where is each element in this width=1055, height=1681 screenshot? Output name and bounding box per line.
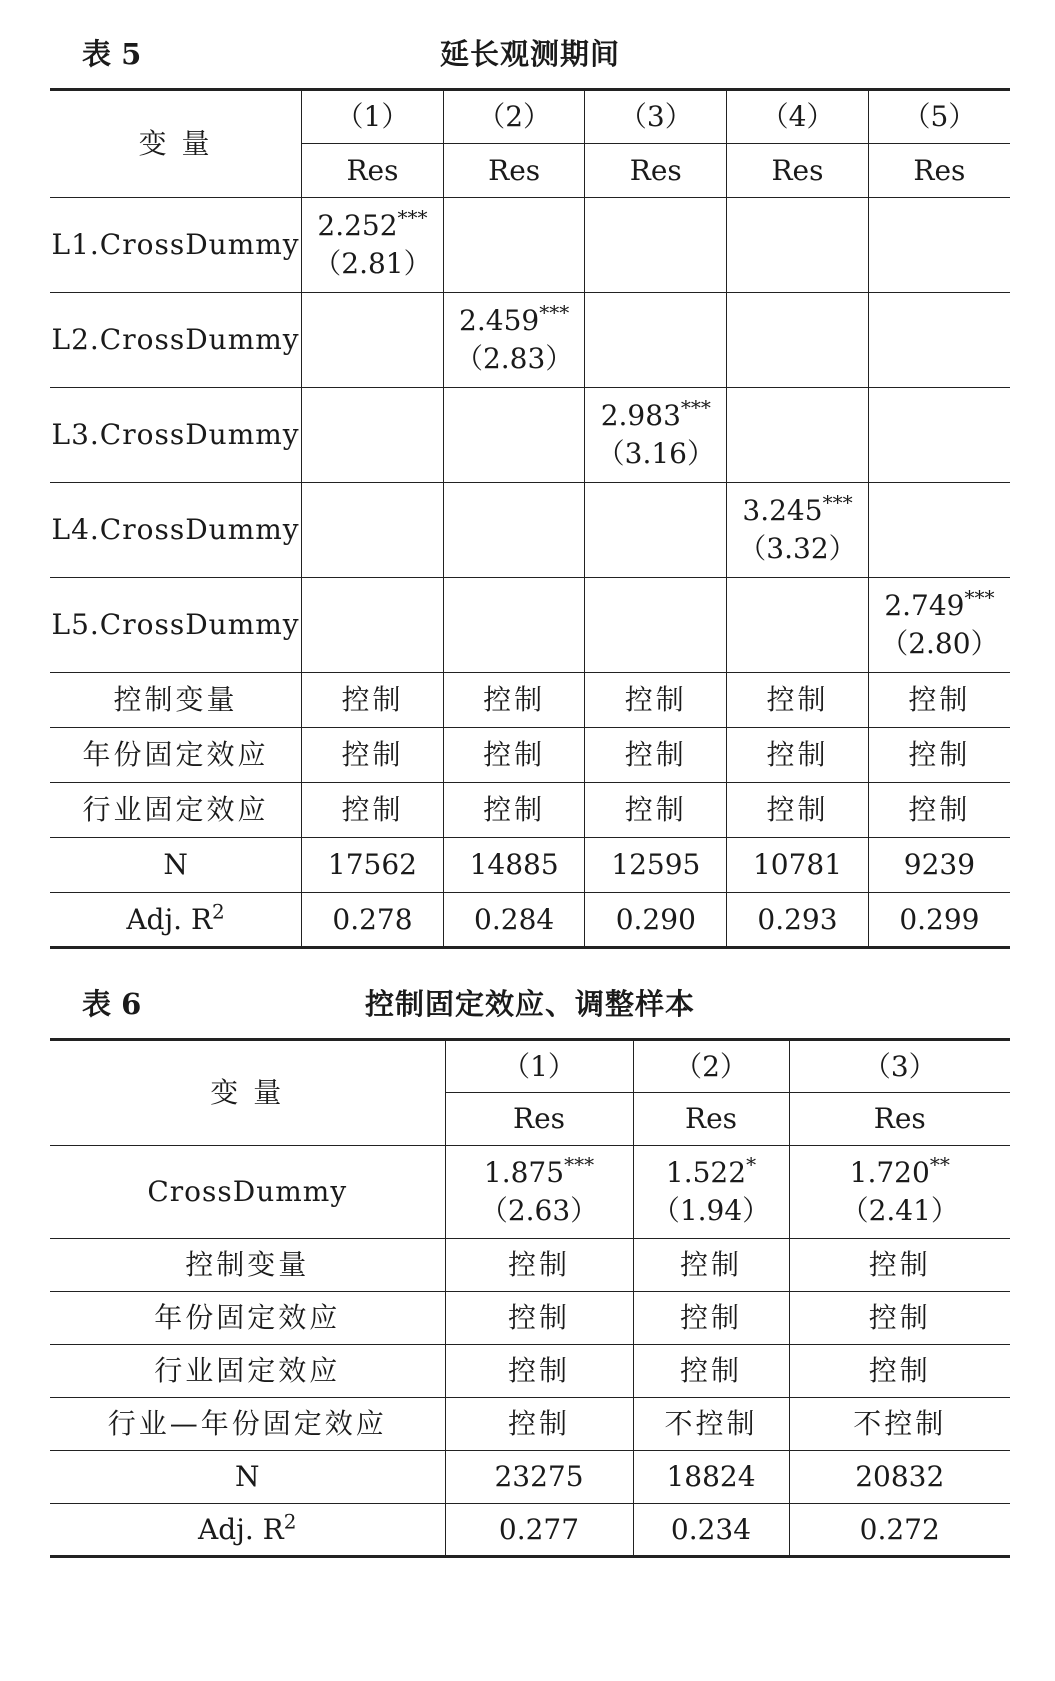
row-label: L5.CrossDummy (50, 578, 302, 673)
table-row (50, 1345, 1010, 1398)
table-row (50, 1292, 1010, 1345)
table-cell: 0.272 (789, 1504, 1010, 1557)
table-cell: 控制 (585, 673, 727, 728)
table5-col-number: （1） (302, 90, 444, 144)
table5-number: 表 5 (82, 37, 142, 71)
coef-cell (633, 1146, 789, 1239)
row-label: L1.CrossDummy (50, 198, 302, 293)
coef-cell (443, 293, 585, 388)
r2-superscript: 2 (283, 1509, 297, 1534)
table-row (50, 1451, 1010, 1504)
table-cell: 0.278 (302, 893, 444, 948)
coef-value: 2.749 (884, 589, 965, 623)
r2-label: Adj. R (198, 1512, 284, 1546)
significance-stars: *** (564, 1152, 595, 1177)
significance-stars: * (746, 1152, 757, 1177)
table-cell: 14885 (443, 838, 585, 893)
coef-value: 1.875 (483, 1156, 565, 1190)
r2-superscript: 2 (212, 899, 225, 924)
t-stat: （3.16） (596, 437, 715, 470)
t-stat: （1.94） (651, 1194, 771, 1227)
table5-caption (50, 28, 1010, 88)
row-label: L4.CrossDummy (50, 483, 302, 578)
table-row (50, 1239, 1010, 1292)
table-row (50, 578, 1010, 673)
table-cell: 控制 (585, 728, 727, 783)
table-cell: 控制 (302, 673, 444, 728)
table-row (50, 198, 1010, 293)
table-cell: 控制 (445, 1292, 633, 1345)
empty-cell (302, 293, 444, 388)
table-cell: 控制 (443, 728, 585, 783)
table6-dep-var: Res (633, 1093, 789, 1146)
coef-cell (302, 198, 444, 293)
table-cell: 控制 (727, 783, 869, 838)
table5 (50, 88, 1010, 949)
empty-cell (443, 388, 585, 483)
table-row (50, 1398, 1010, 1451)
table-row (50, 838, 1010, 893)
table5-col-number: （3） (585, 90, 727, 144)
table-cell: 控制 (445, 1398, 633, 1451)
table-cell: 控制 (445, 1239, 633, 1292)
table-cell: 控制 (302, 783, 444, 838)
empty-cell (302, 483, 444, 578)
table5-title: 延长观测期间 (439, 37, 620, 71)
table-row (50, 893, 1010, 948)
row-label: L3.CrossDummy (50, 388, 302, 483)
table6-dep-var: Res (789, 1093, 1010, 1146)
table-cell: 控制 (633, 1239, 789, 1292)
empty-cell (868, 198, 1010, 293)
table-cell: 控制 (633, 1345, 789, 1398)
table-cell: 0.277 (445, 1504, 633, 1557)
table-cell: 0.293 (727, 893, 869, 948)
table-row (50, 673, 1010, 728)
table-cell: 0.299 (868, 893, 1010, 948)
table-row (50, 483, 1010, 578)
table6-dep-var: Res (445, 1093, 633, 1146)
row-label: CrossDummy (50, 1146, 445, 1239)
empty-cell (443, 578, 585, 673)
r2-label: Adj. R (126, 902, 213, 936)
table-cell: 控制 (789, 1292, 1010, 1345)
coef-value: 3.245 (742, 494, 823, 528)
table5-col-number: （5） (868, 90, 1010, 144)
t-stat: （2.63） (479, 1194, 599, 1227)
row-label: N (50, 838, 302, 893)
table-cell: 控制 (727, 728, 869, 783)
table-cell: 控制 (445, 1345, 633, 1398)
empty-cell (727, 198, 869, 293)
table-cell: 控制 (443, 783, 585, 838)
empty-cell (443, 198, 585, 293)
row-label: N (50, 1451, 445, 1504)
significance-stars: *** (680, 395, 711, 420)
coef-value: 2.459 (459, 304, 540, 338)
row-label: 行业固定效应 (50, 1345, 445, 1398)
significance-stars: *** (397, 205, 428, 230)
table-cell: 不控制 (633, 1398, 789, 1451)
table-cell: 12595 (585, 838, 727, 893)
table6-caption (50, 978, 1010, 1038)
table6-number: 表 6 (82, 987, 142, 1021)
table-row (50, 1504, 1010, 1557)
table-cell: 控制 (789, 1239, 1010, 1292)
row-label: 年份固定效应 (50, 728, 302, 783)
table-cell: 控制 (443, 673, 585, 728)
table-cell: 18824 (633, 1451, 789, 1504)
coef-value: 1.720 (849, 1156, 930, 1190)
table-row (50, 728, 1010, 783)
table-cell: 控制 (789, 1345, 1010, 1398)
empty-cell (727, 293, 869, 388)
table6-col-number: （2） (633, 1040, 789, 1093)
empty-cell (868, 388, 1010, 483)
table-cell: 20832 (789, 1451, 1010, 1504)
table-cell: 10781 (727, 838, 869, 893)
table6-col-number: （1） (445, 1040, 633, 1093)
empty-cell (585, 483, 727, 578)
significance-stars: ** (929, 1152, 950, 1177)
row-label: L2.CrossDummy (50, 293, 302, 388)
row-label: 年份固定效应 (50, 1292, 445, 1345)
t-stat: （2.83） (454, 342, 574, 375)
row-label: 行业—年份固定效应 (50, 1398, 445, 1451)
table5-dep-var: Res (302, 144, 444, 198)
table-cell: 23275 (445, 1451, 633, 1504)
coef-value: 1.522 (665, 1156, 747, 1190)
table5-col-number: （2） (443, 90, 585, 144)
empty-cell (585, 578, 727, 673)
table5-dep-var: Res (727, 144, 869, 198)
t-stat: （3.32） (738, 532, 857, 565)
table-cell: 控制 (302, 728, 444, 783)
significance-stars: *** (539, 300, 570, 325)
coef-cell (868, 578, 1010, 673)
table-row (50, 388, 1010, 483)
table6-var-header: 变 量 (50, 1040, 445, 1146)
table-row (50, 783, 1010, 838)
table5-dep-var: Res (868, 144, 1010, 198)
row-label: 控制变量 (50, 673, 302, 728)
table-cell: 不控制 (789, 1398, 1010, 1451)
coef-value: 2.252 (317, 209, 398, 243)
table-cell: 17562 (302, 838, 444, 893)
coef-cell (789, 1146, 1010, 1239)
table-cell: 控制 (633, 1292, 789, 1345)
table-cell: 控制 (727, 673, 869, 728)
table-row (50, 1146, 1010, 1239)
empty-cell (302, 578, 444, 673)
table5-var-header: 变 量 (50, 90, 302, 198)
empty-cell (585, 198, 727, 293)
table-cell: 9239 (868, 838, 1010, 893)
coef-value: 2.983 (600, 399, 681, 433)
table6-block (50, 978, 1010, 1558)
t-stat: （2.81） (313, 247, 432, 280)
significance-stars: *** (964, 585, 995, 610)
coef-cell (585, 388, 727, 483)
t-stat: （2.80） (880, 627, 999, 660)
table6-header-row (50, 1040, 1010, 1093)
table-row (50, 293, 1010, 388)
row-label: 行业固定效应 (50, 783, 302, 838)
empty-cell (302, 388, 444, 483)
table-cell: 控制 (868, 783, 1010, 838)
coef-cell (445, 1146, 633, 1239)
empty-cell (868, 483, 1010, 578)
empty-cell (443, 483, 585, 578)
table-cell: 0.284 (443, 893, 585, 948)
table5-dep-var: Res (585, 144, 727, 198)
table-cell: 控制 (868, 728, 1010, 783)
empty-cell (727, 388, 869, 483)
empty-cell (585, 293, 727, 388)
table6 (50, 1038, 1010, 1558)
table5-block (50, 28, 1010, 949)
coef-cell (727, 483, 869, 578)
table-cell: 控制 (868, 673, 1010, 728)
table5-col-number: （4） (727, 90, 869, 144)
table6-title: 控制固定效应、调整样本 (364, 987, 695, 1021)
table-cell: 控制 (585, 783, 727, 838)
table-cell: 0.290 (585, 893, 727, 948)
empty-cell (868, 293, 1010, 388)
table6-col-number: （3） (789, 1040, 1010, 1093)
table5-header-row (50, 90, 1010, 144)
row-label: 控制变量 (50, 1239, 445, 1292)
t-stat: （2.41） (840, 1194, 959, 1227)
row-label (50, 1504, 445, 1557)
table5-dep-var: Res (443, 144, 585, 198)
empty-cell (727, 578, 869, 673)
significance-stars: *** (822, 490, 853, 515)
table-cell: 0.234 (633, 1504, 789, 1557)
row-label (50, 893, 302, 948)
